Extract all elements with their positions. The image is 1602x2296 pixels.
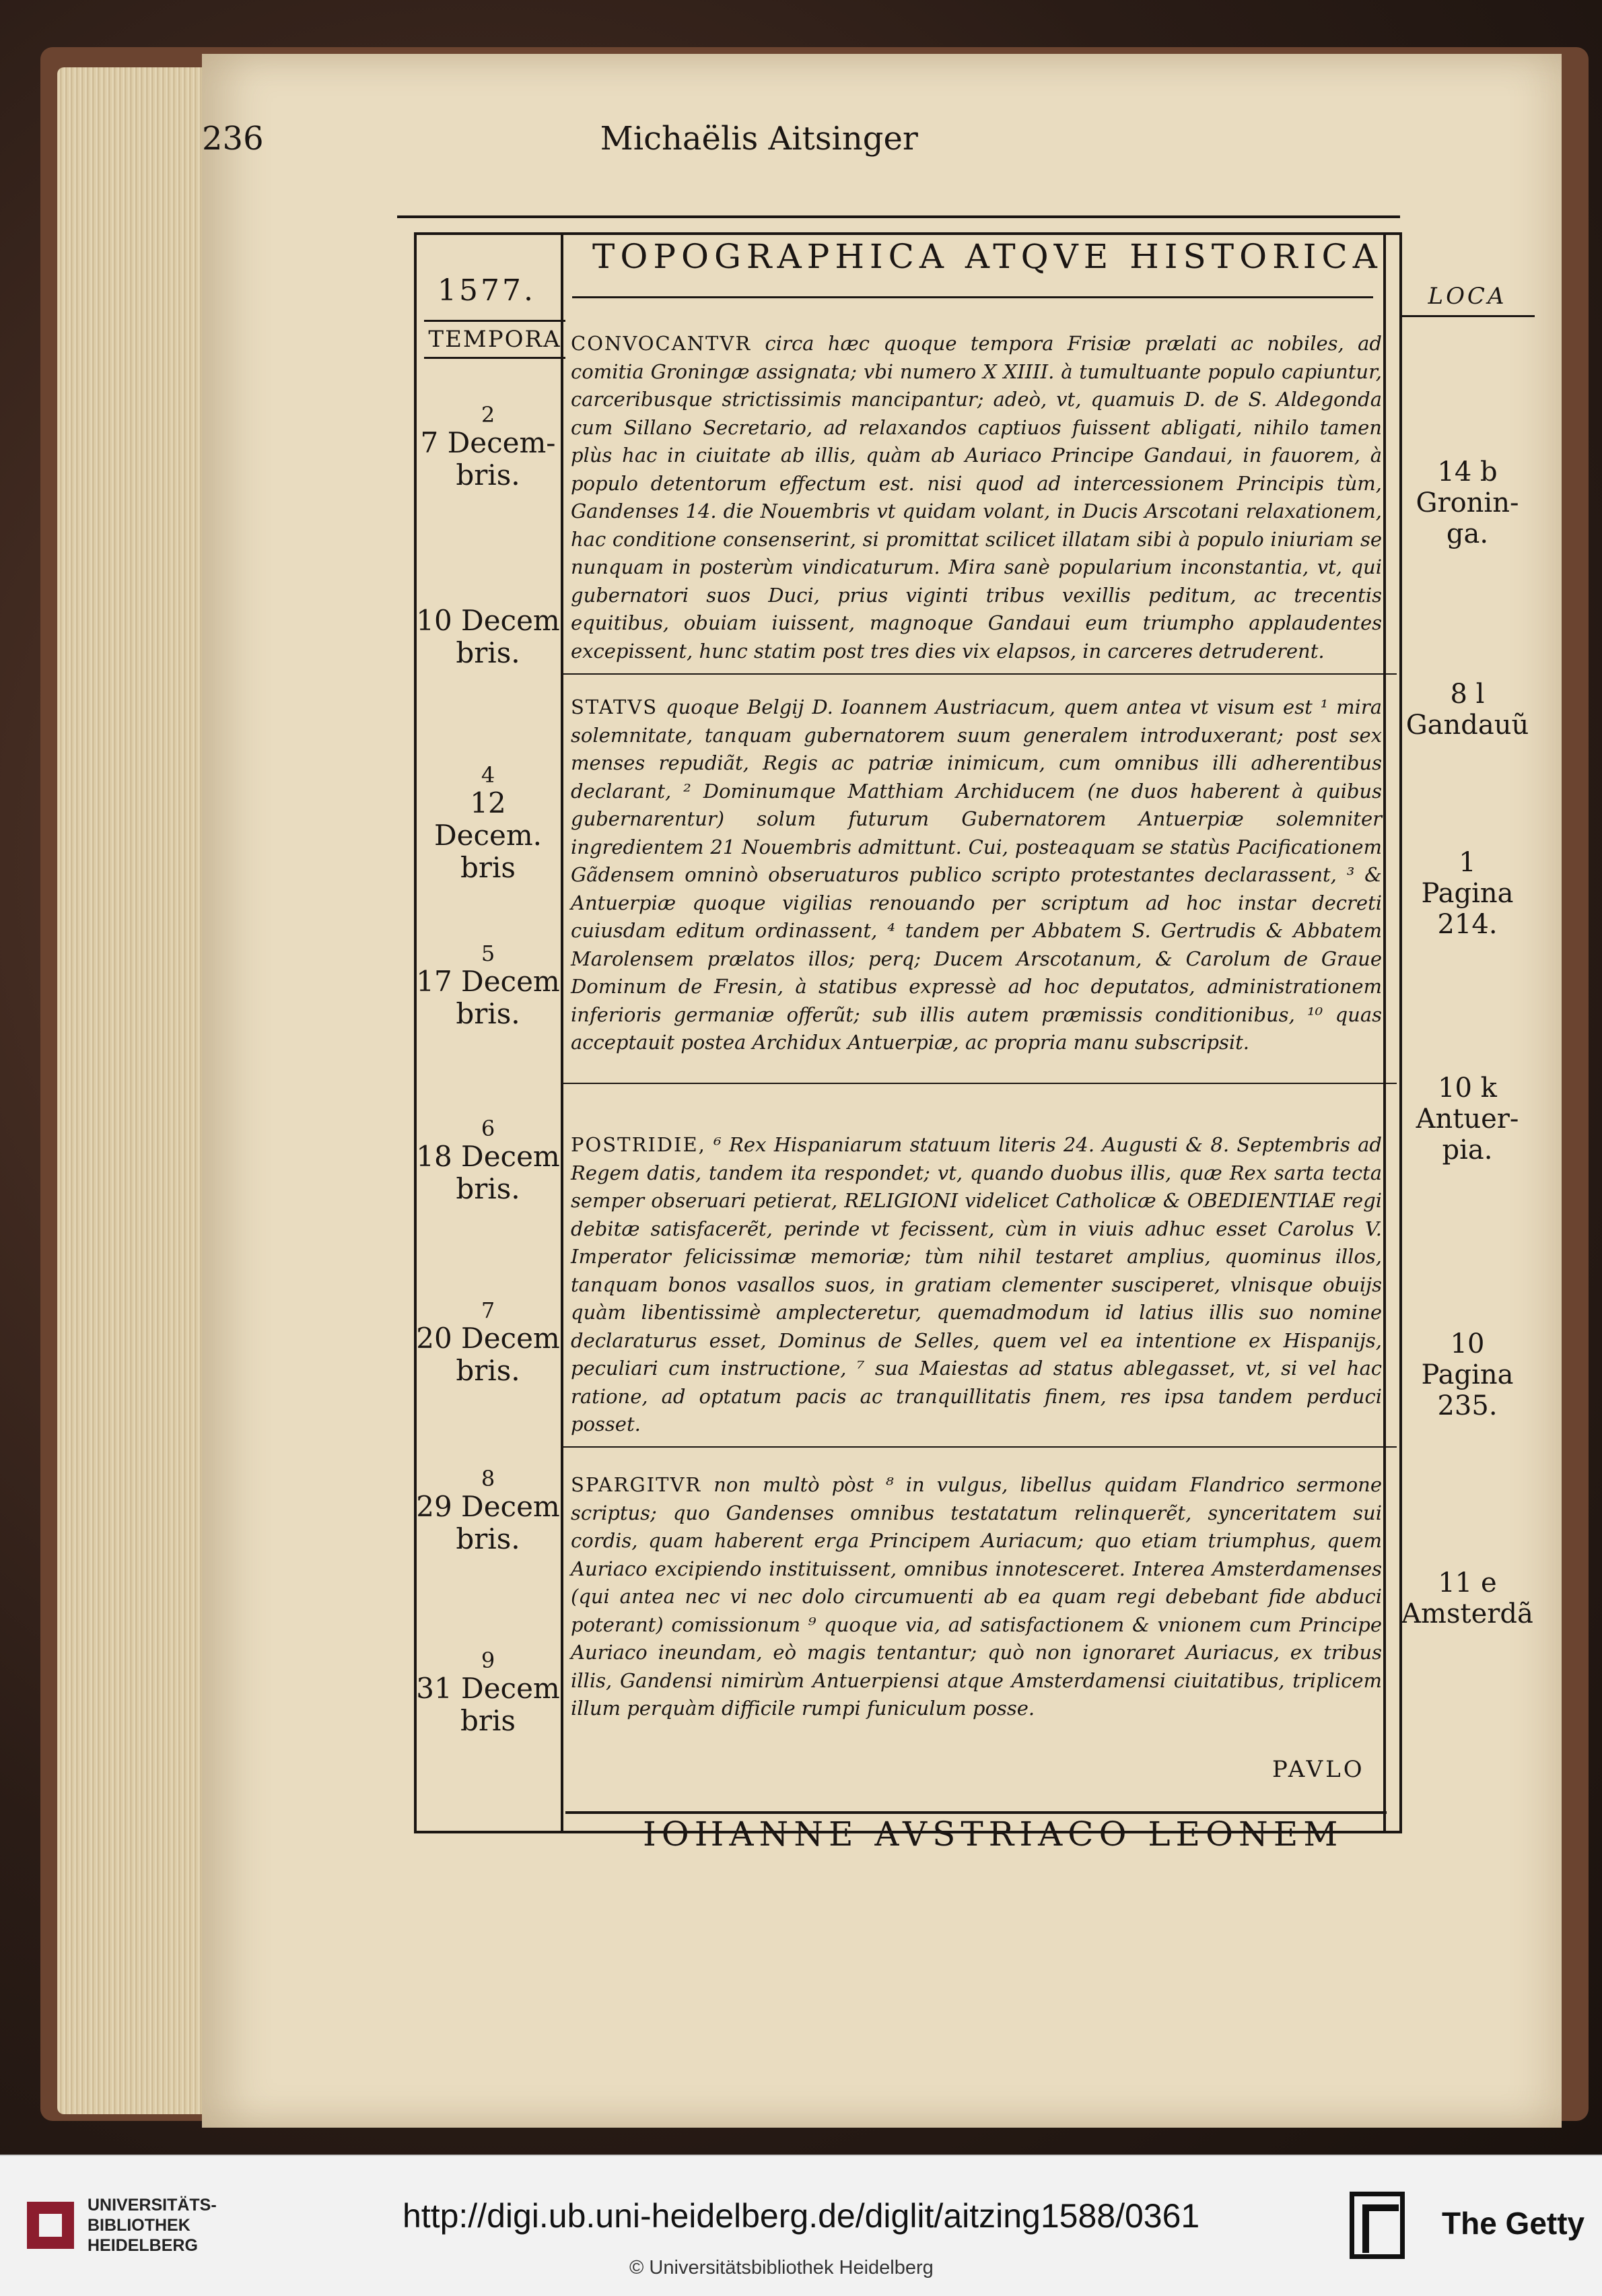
main-title: TOPOGRAPHICA ATQVE HISTORICA	[592, 237, 1383, 276]
section-divider	[562, 1446, 1397, 1448]
bottom-banner: IOHANNE AVSTRIACO LEONEM	[643, 1815, 1344, 1854]
library-logo-icon	[27, 2202, 74, 2249]
paragraph-spargitur: SPARGITVR non multò pòst ⁸ in vulgus, libellus quidam Flandrico sermone scriptus; quo Gandenses omnibus testatatum relinquerẽt, synceritatem sui cordis, quam haberent erga Principem Auriacum; quo etiam triumphus, quem Auriaco excipiendo instituissent, omnibus innotesceret. Interea Amsterdamenses (qui antea nec vi nec dolo circumuenti ab ea quam regi debebant fide abduci poterant) comissionum ⁹ quoque via, ad satisfactionem & vnionem cum Principe Auriaco ineundam, eò magis tentantur; quò non ignoraret Auriacus, ex tribus illis, Gandensi nimirùm Antuerpiensi atque Amsterdamensi ciuitatibus, triplicem illum perquàm difficile rumpi funiculum posse.	[571, 1473, 1382, 1720]
page-edges	[57, 67, 212, 2114]
getty-name: The Getty	[1442, 2206, 1585, 2241]
date-entry: 2 7 Decem- bris.	[420, 402, 556, 492]
date-entry: 9 31 Decem bris	[416, 1648, 560, 1737]
permalink-url[interactable]: http://digi.ub.uni-heidelberg.de/diglit/aitzing1588/0361	[403, 2197, 1200, 2235]
loca-entry: 8 l Gandauũ	[1405, 679, 1529, 741]
date-entry: 4 12 Decem. bris	[433, 762, 543, 884]
section-divider	[562, 673, 1397, 675]
year-label: 1577.	[438, 273, 536, 308]
date-entry: 6 18 Decem bris.	[416, 1116, 560, 1205]
getty-logo-icon	[1350, 2192, 1405, 2259]
paragraph-postridie: POSTRIDIE, ⁶ Rex Hispaniarum statuum literis 24. Augusti & 8. Septembris ad Regem datis, tandem ita respondet; vt, quando duobus illis, quæ Rex sarta tecta semper obseruari petierat, RELIGIONI videlicet Catholicæ & OBEDIENTIAE regi debitæ satisfacerẽt, perinde vt fecissent, cùm in viuis adhuc esset Carolus V. Imperator felicissimæ memoriæ; tùm nihil testaret amplius, quominus illos, tanquam bonos vasallos suos, in gratiam clementer susciperet, vlnisque obuijs quàm libentissimè amplecteretur, quemadmodum id latius illis suo nomine declaraturus esset, Dominus de Selles, quem vel ea intentione ex Hispanijs, peculiari cum instructione, ⁷ sua Maiestas ad status ablegasset, vt, si vel hac ratione, ad optatum pacis ac tranquillitatis finem, res ipsa tandem perduci posset.	[571, 1133, 1382, 1436]
section-divider	[562, 1083, 1397, 1084]
loca-entry: 14 b Gronin- ga.	[1416, 457, 1519, 549]
tempora-header: TEMPORA	[424, 320, 565, 359]
date-entry: 7 20 Decem bris.	[416, 1297, 560, 1387]
title-rule	[572, 296, 1373, 298]
paragraph-convocantur: CONVOCANTVR circa hæc quoque tempora Frisiæ prælati ac nobiles, ad comitia Groningæ assignata; vbi numero X XIIII. à tumultuante populo capiuntur, carceribusque strictissimis mancipantur; adeò, vt, quamuis D. de S. Aldegonda cum Sillano Secretario, ad relaxandos captiuos fuissent abligati, nihilo tamen plùs hac in ciuitate ab illis, quàm ab Auriaco Principe Gandaui, in fauorem, à populo detentorum effectum est. nisi quod ad intercessionem Principis tùm, Gandenses 14. die Nouembris vt quidam volant, in Ducis Arscotani relaxationem, hac conditione consenserint, si promittat scilicet illatam sibi à populo iniuriam se nunquam in posterùm vindicaturum. Mira sanè popularium inconstantia, vt, qui gubernatori suos Duci, prius viginti tribus vexillis peditum, ac trecentis equitibus, obuiam iuissent, magnoque Gandaui eum triumpho applaudentes excepissent, hunc statim post tres dies vix elapsos, in carceres detruderent.	[571, 332, 1382, 663]
page-number: 236	[202, 120, 264, 158]
loca-entry: 10 Pagina 235.	[1421, 1328, 1514, 1421]
loca-header: LOCA	[1400, 283, 1535, 317]
paragraph-status: STATVS quoque Belgij D. Ioannem Austriacum, quem antea vt visum est ¹ mira solemnitate, tanquam gubernatorem suum generalem introduxerant; post sex menses repudiãt, Regis ac patriæ inimicum, cum omnibus illi adherentibus declarant, ² Dominumque Matthiam Archiducem (ne duos haberent à quibus gubernarentur) solum futurum Gubernatorem Antuerpiæ solemniter ingredientem 21 Nouembris admittunt. Cui, posteaquam se statùs Pacificationem Gãdensem omninò obseruaturos publico scripto protestantes declarassent, ³ & Antuerpiæ quoque vigilias renouando per scriptum ad hoc instar decreti cuiusdam editum ordinassent, ⁴ tandem per Abbatem S. Gertrudis & Abbatem Marolensem prælatos illos; perq; Ducem Arscotanum, & Carolum de Graue Dominum de Fresin, à statibus expressè ad hoc deputatos, administrationem inferioris germaniæ offerũt; sub illis autem præmissis conditionibus, ¹⁰ quas acceptauit postea Archidux Antuerpiæ, ac propria manu subscripsit.	[571, 696, 1382, 1054]
head-rule	[397, 215, 1400, 218]
bottom-rule	[565, 1811, 1387, 1814]
copyright-notice: © Universitätsbibliothek Heidelberg	[629, 2257, 934, 2278]
date-entry: 10 Decem bris.	[416, 604, 560, 669]
catchword: PAVLO	[1272, 1756, 1365, 1783]
loca-entry: 10 k Antuer- pia.	[1416, 1073, 1519, 1166]
loca-entry: 1 Pagina 214.	[1421, 847, 1514, 940]
date-entry: 8 29 Decem bris.	[416, 1466, 560, 1555]
running-head	[202, 120, 1144, 158]
library-name: UNIVERSITÄTS- BIBLIOTHEK HEIDELBERG	[88, 2196, 217, 2255]
author-title: Michaëlis Aitsinger	[600, 120, 918, 158]
date-entry: 5 17 Decem bris.	[416, 941, 560, 1030]
loca-entry: 11 e Amsterdã	[1401, 1567, 1533, 1629]
